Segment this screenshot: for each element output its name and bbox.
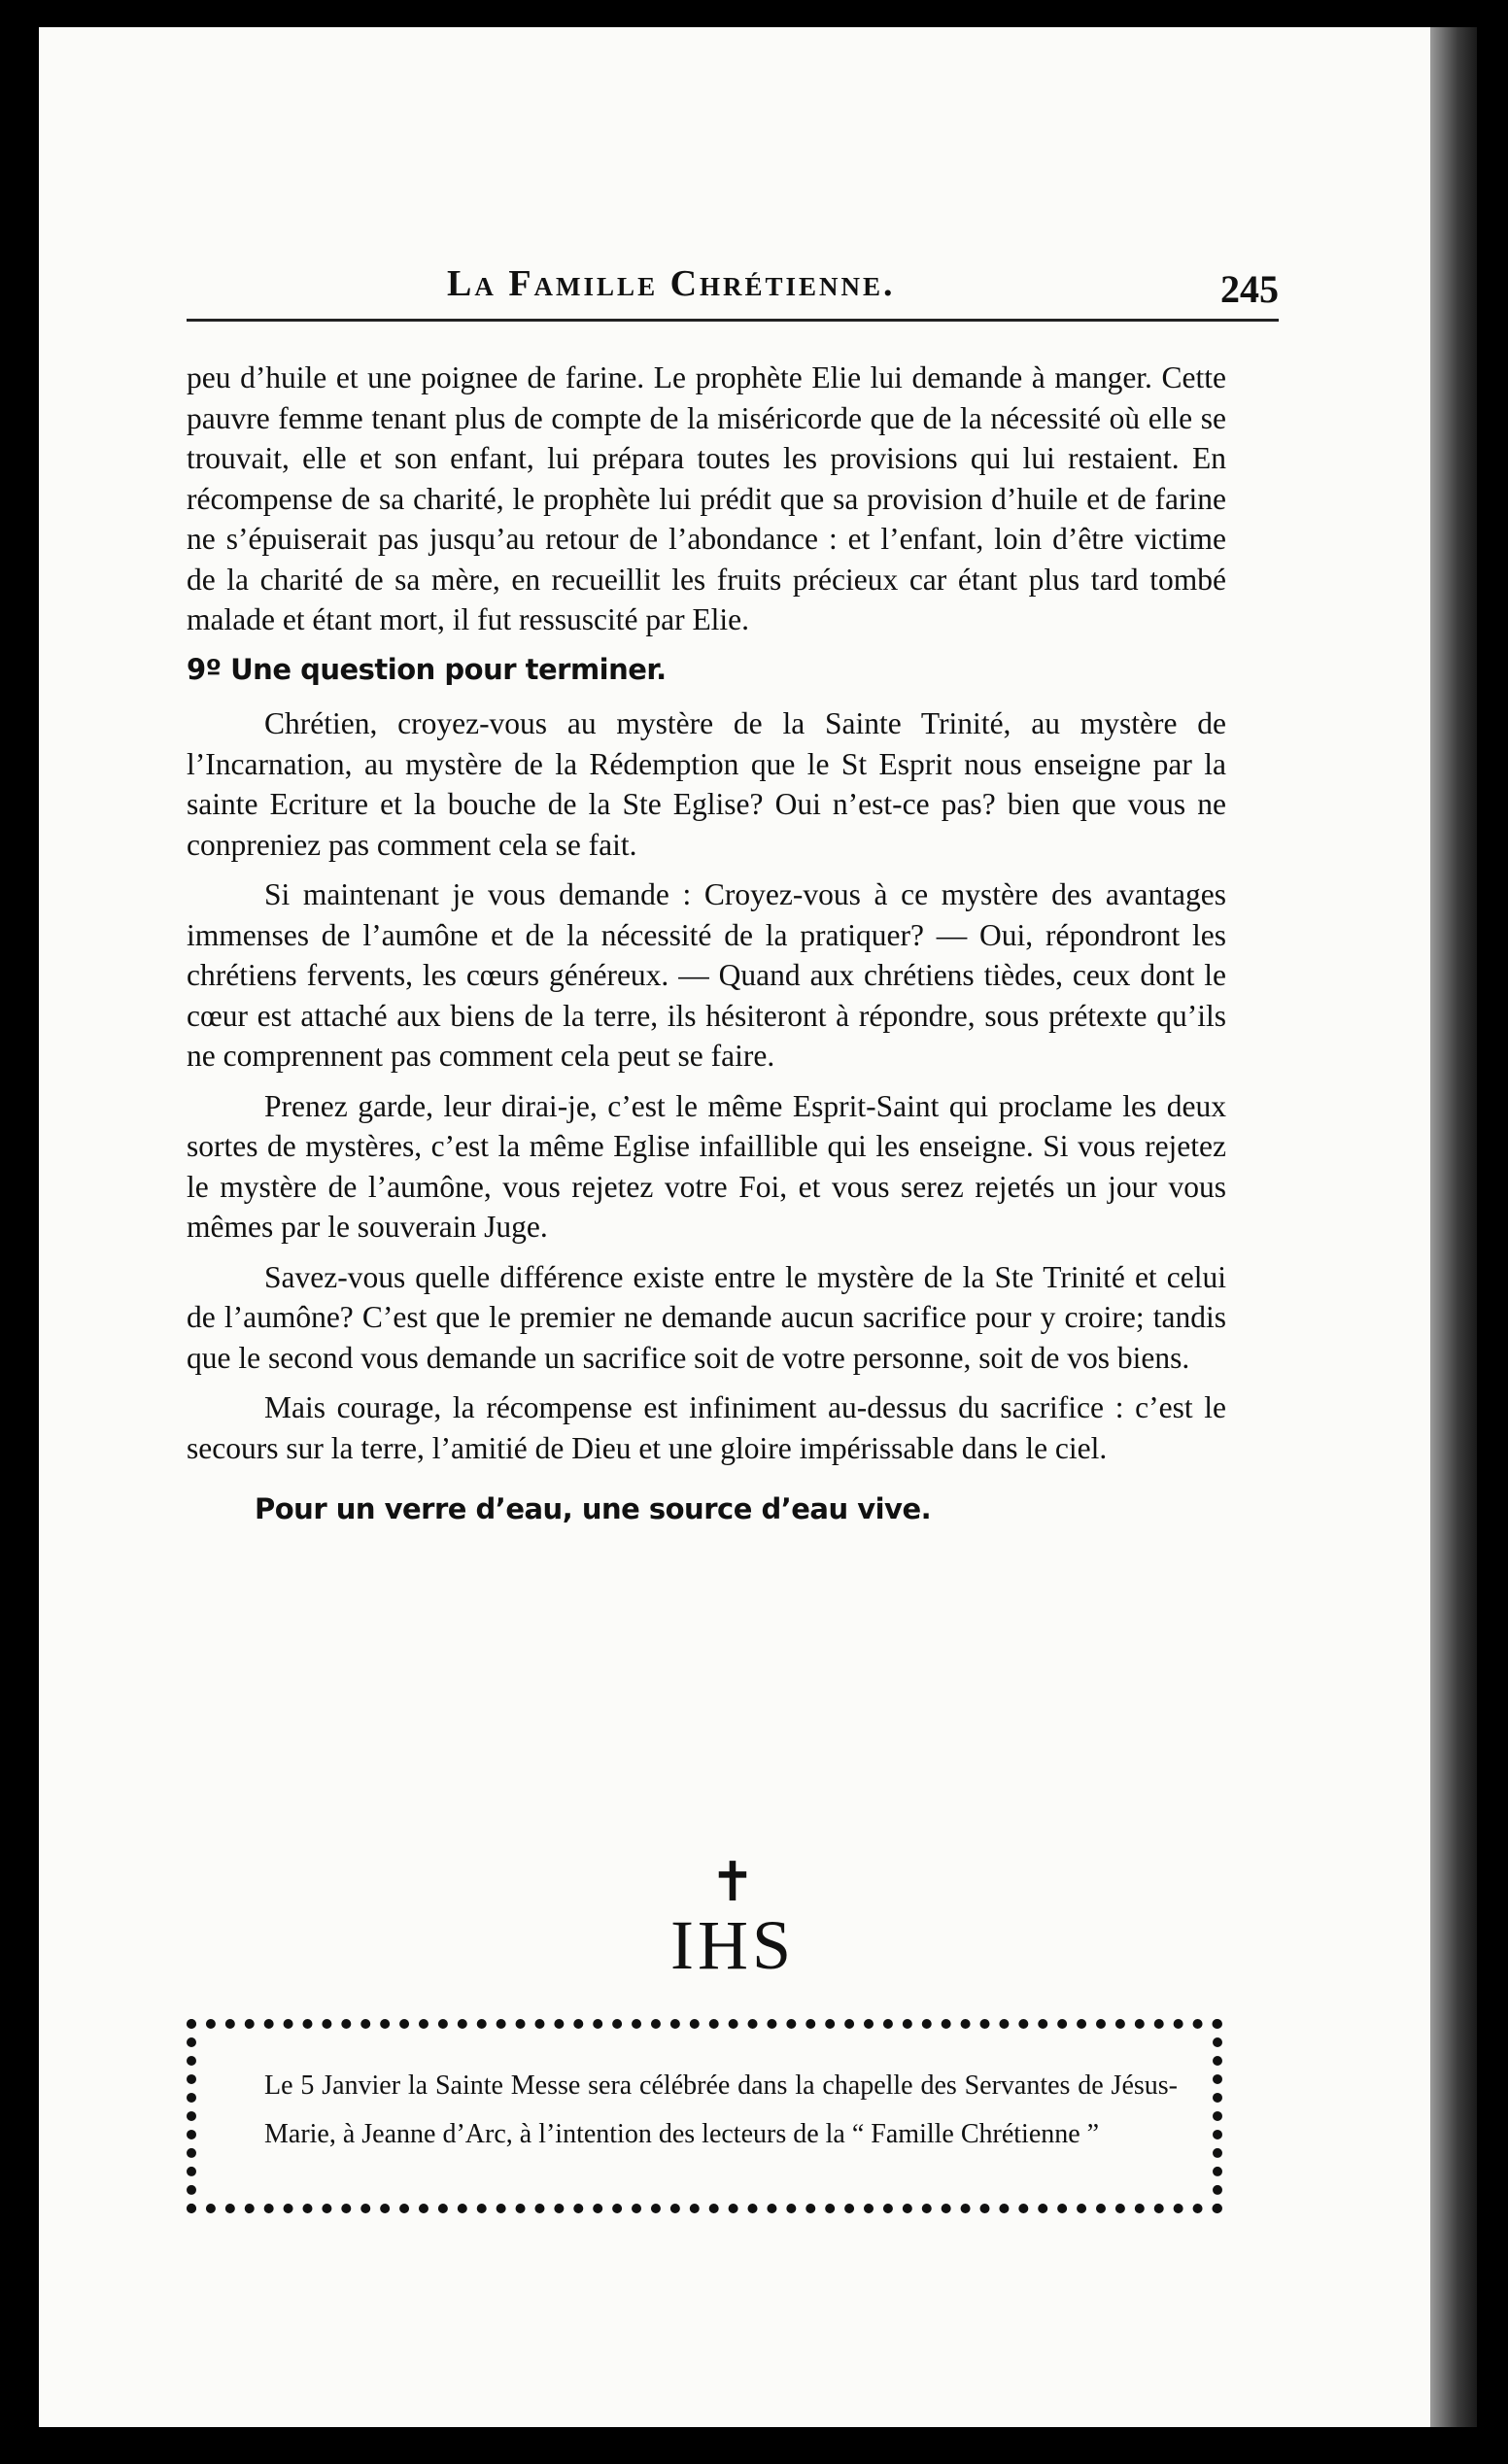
page-number: 245 [1220,267,1279,311]
header-rule [187,319,1279,322]
paragraph-5: Savez-vous quelle différence existe entre le mystère de la Ste Trinité et celui de l’aumône? C’est que le premier ne demande aucun sacrifice pour y croire; tandis que le second vous demande un sacrifice soit de votre personne, soit de vos biens. [187,1259,1226,1375]
ihs-monogram: IHS [669,1906,795,1984]
paragraph-6: Mais courage, la récompense est infiniment au-dessus du sacrifice : c’est le secours sur la terre, l’amitié de Dieu et une gloire impérissable dans le ciel. [187,1390,1226,1465]
mass-notice-text: Le 5 Janvier la Sainte Messe sera célébrée dans la chapelle des Servantes de Jésus-Marie, à Jeanne d’Arc, à l’intention des lecteurs de la “ Famille Chrétienne ” [264,2070,1178,2149]
book-page [39,27,1477,2427]
mass-notice-box [187,2019,1222,2213]
paragraph-3: Si maintenant je vous demande : Croyez-vous à ce mystère des avantages immenses de l’aumône et de la nécessité de la pratiquer? — Oui, répondront les chrétiens fervents, les cœurs généreux. — Quand aux chrétiens tièdes, ceux dont le cœur est attaché aux biens de la terre, ils hésiteront à répondre, sous prétexte qu’ils ne comprennent pas comment cela peut se faire. [187,877,1226,1073]
paragraph-1: peu d’huile et une poignee de farine. Le prophète Elie lui demande à manger. Cette pauvre femme tenant plus de compte de la miséricorde que de la nécessité où elle se trouvait, elle et son enfant, lui prépara toutes les provisions qui lui restaient. En récompense de sa charité, le prophète lui prédit que sa provision d’huile et de farine ne s’épuiserait pas jusqu’au retour de l’abondance : et l’enfant, loin d’être victime de la charité de sa mère, en recueillit les fruits précieux car étant plus tard tombé malade et étant mort, il fut ressuscité par Elie. [187,360,1226,636]
ornament [187,1851,1279,1984]
page-edge-shadow [1430,27,1477,2427]
body-text [187,358,1226,1530]
section-heading: 9º Une question pour terminer. [187,652,667,686]
closing-line: Pour un verre d’eau, une source d’eau vive. [255,1492,932,1525]
running-head-title: La Famille Chrétienne. [447,263,896,304]
cross-icon: ✝ [709,1851,756,1914]
paragraph-4: Prenez garde, leur dirai-je, c’est le même Esprit-Saint qui proclame les deux sortes de mystères, c’est la même Eglise infaillible qui les enseigne. Si vous rejetez le mystère de l’aumône, vous rejetez votre Foi, et vous serez rejetés un jour vous mêmes par le souverain Juge. [187,1088,1226,1244]
paragraph-2: Chrétien, croyez-vous au mystère de la Sainte Trinité, au mystère de l’Incarnation, au mystère de la Rédemption que le St Esprit nous enseigne par la sainte Ecriture et la bouche de la Ste Eglise? Oui n’est-ce pas? bien que vous ne conpreniez pas comment cela se fait. [187,706,1226,862]
running-head [187,262,1279,321]
